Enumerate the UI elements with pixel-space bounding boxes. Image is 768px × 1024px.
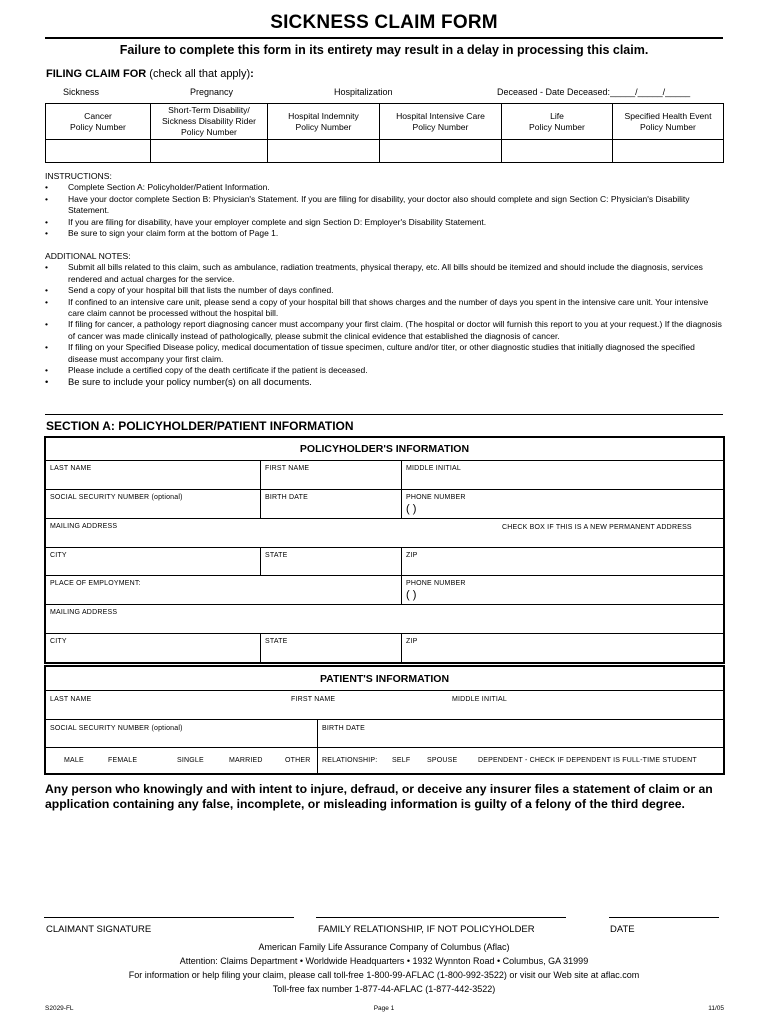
- pt-ssn-field[interactable]: SOCIAL SECURITY NUMBER (optional): [50, 725, 183, 732]
- disability-policy-header: Short-Term Disability/ Sickness Disability Rider Policy Number: [151, 104, 268, 140]
- company-name: American Family Life Assurance Company of Columbus (Aflac): [258, 942, 510, 952]
- note-item: • Be sure to include your policy number(s) on all documents.: [45, 376, 725, 387]
- ph-phone-field[interactable]: PHONE NUMBER: [406, 494, 466, 501]
- option-sickness[interactable]: Sickness: [63, 87, 100, 97]
- ph-birth-date-field[interactable]: BIRTH DATE: [265, 494, 308, 501]
- note-item: • Send a copy of your hospital bill that lists the number of days confined.: [45, 285, 725, 296]
- additional-notes-heading: ADDITIONAL NOTES:: [45, 251, 131, 261]
- pt-dependent-option[interactable]: DEPENDENT - CHECK IF DEPENDENT IS FULL-TIME STUDENT: [478, 757, 697, 764]
- help-contact: For information or help filing your claim, please call toll-free 1-800-99-AFLAC (1-800-992-3522) or visit our Web site at aflac.com: [128, 970, 640, 980]
- pt-spouse-option[interactable]: SPOUSE: [427, 757, 458, 764]
- ph-zip-field[interactable]: ZIP: [406, 552, 418, 559]
- hospital-indemnity-policy-header: Hospital Indemnity Policy Number: [268, 104, 380, 140]
- instruction-item: • If you are filing for disability, have your employer complete and sign Section D: Employer's Disability Statement.: [45, 217, 725, 228]
- note-item: • If filing on your Specified Disease policy, medical documentation of tissue specimen, culture and/or titer, or other diagnostic studies that initially diagnosed the specified disease must accompany your first claim.: [45, 342, 725, 365]
- additional-notes-block: [45, 251, 725, 388]
- ph-phone-area-code[interactable]: ( ): [406, 503, 417, 515]
- pt-middle-initial-field[interactable]: MIDDLE INITIAL: [452, 696, 507, 703]
- pt-last-name-field[interactable]: LAST NAME: [50, 696, 92, 703]
- ph-employer-phone-area-code[interactable]: ( ): [406, 589, 417, 601]
- policyholder-heading: POLICYHOLDER'S INFORMATION: [299, 443, 470, 455]
- fax-number: Toll-free fax number 1-877-44-AFLAC (1-877-442-3522): [272, 984, 496, 994]
- family-relationship-label: FAMILY RELATIONSHIP, IF NOT POLICYHOLDER: [318, 924, 535, 935]
- pt-self-option[interactable]: SELF: [392, 757, 411, 764]
- option-hospitalization[interactable]: Hospitalization: [334, 87, 393, 97]
- section-a-title: SECTION A: POLICYHOLDER/PATIENT INFORMATION: [46, 419, 354, 433]
- ph-employment-field[interactable]: PLACE OF EMPLOYMENT:: [50, 580, 141, 587]
- note-item: • Submit all bills related to this claim, such as ambulance, radiation treatments, physical therapy, etc. All bills should be itemized and should include the diagnosis, services rendered and actual charges for the service.: [45, 262, 725, 285]
- option-deceased[interactable]: Deceased - Date Deceased:_____/_____/_____: [497, 87, 691, 97]
- ph-middle-initial-field[interactable]: MIDDLE INITIAL: [406, 465, 461, 472]
- option-pregnancy[interactable]: Pregnancy: [190, 87, 234, 97]
- pt-married-option[interactable]: MARRIED: [229, 757, 263, 764]
- ph-city-field[interactable]: CITY: [50, 552, 67, 559]
- pt-relationship-label: RELATIONSHIP:: [322, 757, 378, 764]
- life-policy-input[interactable]: [502, 140, 613, 163]
- ph-employer-mailing-address-field[interactable]: MAILING ADDRESS: [50, 609, 118, 616]
- instruction-item: • Complete Section A: Policyholder/Patient Information.: [45, 182, 725, 193]
- pt-male-option[interactable]: MALE: [64, 757, 84, 764]
- ph-state-field[interactable]: STATE: [265, 552, 288, 559]
- cancer-policy-header: Cancer Policy Number: [46, 104, 151, 140]
- cancer-policy-input[interactable]: [46, 140, 151, 163]
- pt-birth-date-field[interactable]: BIRTH DATE: [322, 725, 365, 732]
- pt-female-option[interactable]: FEMALE: [108, 757, 138, 764]
- date-line[interactable]: [609, 917, 719, 918]
- ph-last-name-field[interactable]: LAST NAME: [50, 465, 92, 472]
- form-version: 11/05: [708, 1005, 724, 1012]
- ph-employer-zip-field[interactable]: ZIP: [406, 638, 418, 645]
- disability-policy-input[interactable]: [151, 140, 268, 163]
- intensive-care-policy-input[interactable]: [380, 140, 502, 163]
- intensive-care-policy-header: Hospital Intensive Care Policy Number: [380, 104, 502, 140]
- ph-mailing-address-field[interactable]: MAILING ADDRESS: [50, 523, 118, 530]
- felony-statement: Any person who knowingly and with intent to injure, defraud, or deceive any insurer files a statement of claim or an application containing any false, incomplete, or misleading information is guilty of a felony of the third degree.: [45, 782, 713, 811]
- policy-number-table: [45, 103, 724, 163]
- instructions-block: [45, 171, 725, 239]
- instruction-item: • Have your doctor complete Section B: Physician's Statement. If you are filing for disability, your doctor also should complete and sign Section C: Physician's Disability Statement.: [45, 194, 725, 217]
- note-item: • Please include a certified copy of the death certificate if the patient is deceased.: [45, 365, 725, 376]
- ph-employer-state-field[interactable]: STATE: [265, 638, 288, 645]
- section-a-rule: [45, 414, 723, 415]
- claimant-signature-label: CLAIMANT SIGNATURE: [46, 924, 152, 935]
- specified-health-event-policy-header: Specified Health Event Policy Number: [613, 104, 724, 140]
- warning-text: Failure to complete this form in its entirety may result in a delay in processing this claim.: [119, 43, 649, 57]
- form-code: S2029-FL: [45, 1005, 74, 1012]
- instructions-heading: INSTRUCTIONS:: [45, 171, 112, 181]
- ph-employer-city-field[interactable]: CITY: [50, 638, 67, 645]
- family-relationship-line[interactable]: [316, 917, 566, 918]
- ph-permanent-address-checkbox[interactable]: CHECK BOX IF THIS IS A NEW PERMANENT ADDRESS: [502, 524, 692, 531]
- form-title: SICKNESS CLAIM FORM: [270, 12, 498, 33]
- pt-single-option[interactable]: SINGLE: [177, 757, 204, 764]
- date-label: DATE: [610, 924, 635, 935]
- pt-other-option[interactable]: OTHER: [285, 757, 311, 764]
- title-rule: [45, 37, 723, 39]
- pt-first-name-field[interactable]: FIRST NAME: [291, 696, 336, 703]
- ph-first-name-field[interactable]: FIRST NAME: [265, 465, 310, 472]
- claimant-signature-line[interactable]: [44, 917, 294, 918]
- specified-health-event-policy-input[interactable]: [613, 140, 724, 163]
- filing-claim-label: FILING CLAIM FOR (check all that apply):: [46, 68, 254, 80]
- note-item: • If confined to an intensive care unit, please send a copy of your hospital bill that shows charges and the number of days you spent in the intensive care unit. Your intensive care claim cannot be processed without the hospital bill.: [45, 297, 725, 320]
- page-number: Page 1: [373, 1005, 395, 1012]
- ph-employer-phone-field[interactable]: PHONE NUMBER: [406, 580, 466, 587]
- note-item: • If filing for cancer, a pathology report diagnosing cancer must accompany your first claim. (The hospital or doctor will furnish this report to you at your request.) If the diagnosis of cancer was made clinically instead of pathologically, please submit the clinical evidence that established the diagnosis of cancer.: [45, 319, 725, 342]
- policyholder-box: [44, 436, 725, 664]
- hospital-indemnity-policy-input[interactable]: [268, 140, 380, 163]
- instruction-item: • Be sure to sign your claim form at the bottom of Page 1.: [45, 228, 725, 239]
- patient-heading: PATIENT'S INFORMATION: [319, 673, 450, 685]
- claims-address: Attention: Claims Department • Worldwide Headquarters • 1932 Wynnton Road • Columbus, GA 31999: [179, 956, 589, 966]
- ph-ssn-field[interactable]: SOCIAL SECURITY NUMBER (optional): [50, 494, 183, 501]
- life-policy-header: Life Policy Number: [502, 104, 613, 140]
